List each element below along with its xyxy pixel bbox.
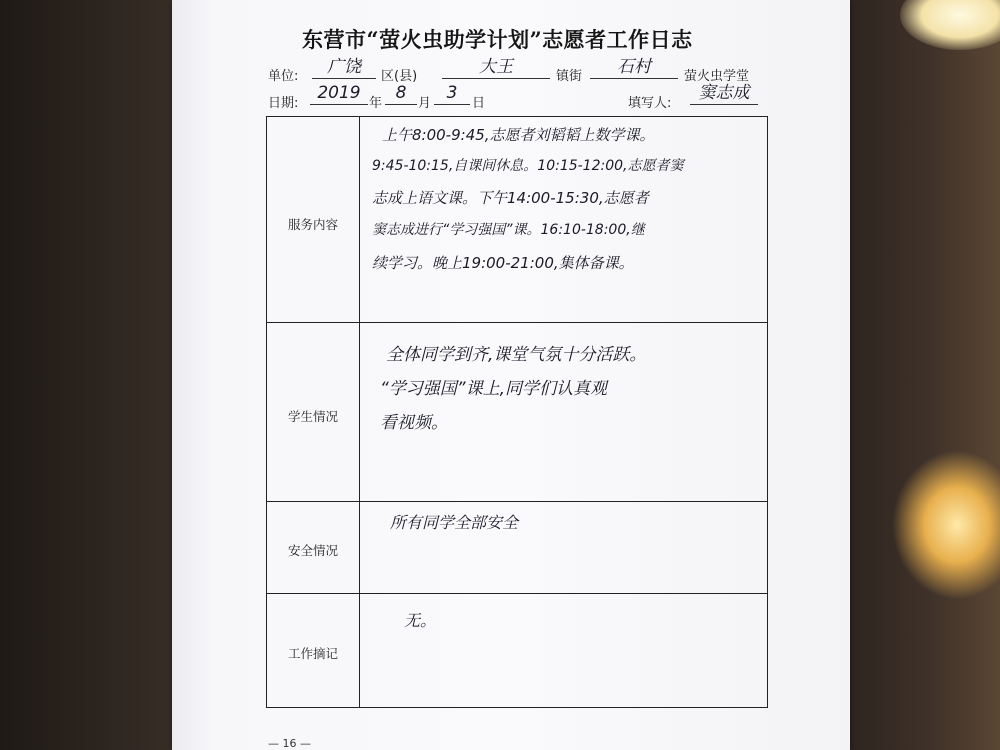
background-left (0, 0, 190, 750)
month-label: 月 (418, 96, 432, 111)
section-label-service: 服务内容 (287, 217, 338, 232)
service-line: 上午8:00-9:45,志愿者刘韬韬上数学课。 (382, 126, 655, 144)
day-value: 3 (434, 84, 470, 105)
town-value: 大王 (442, 58, 550, 79)
light-glow (892, 450, 1000, 600)
table-row-divider (267, 322, 767, 323)
safety-line: 所有同学全部安全 (390, 513, 519, 532)
section-label-notes: 工作摘记 (287, 646, 338, 661)
unit-label: 单位: (268, 69, 299, 84)
year-label: 年 (369, 96, 383, 111)
students-line: 全体同学到齐,课堂气氛十分活跃。 (386, 345, 647, 365)
date-label: 日期: (268, 96, 299, 111)
service-line: 9:45-10:15,自课间休息。10:15-12:00,志愿者窦 (372, 158, 684, 174)
section-label-safety: 安全情况 (287, 543, 338, 558)
table-row-divider (267, 501, 767, 502)
town-label: 镇街 (556, 69, 583, 84)
background-right (840, 0, 1000, 750)
district-value: 广饶 (312, 58, 376, 79)
page-number: — 16 — (268, 737, 311, 750)
service-line: 窦志成进行“学习强国”课。16:10-18:00,继 (372, 222, 645, 238)
students-line: “学习强国”课上,同学们认真观 (380, 379, 608, 399)
page-title: 东营市“萤火虫助学计划”志愿者工作日志 (302, 27, 693, 52)
village-value: 石村 (590, 58, 678, 79)
table-column-divider (359, 117, 360, 707)
day-label: 日 (472, 96, 486, 111)
writer-value: 窦志成 (690, 84, 758, 105)
service-line: 志成上语文课。下午14:00-15:30,志愿者 (372, 189, 649, 207)
writer-label: 填写人: (628, 96, 672, 111)
site-label: 萤火虫学堂 (684, 69, 750, 84)
year-value: 2019 (310, 84, 368, 105)
table-row-divider (267, 593, 767, 594)
month-value: 8 (385, 84, 417, 105)
service-line: 续学习。晚上19:00-21:00,集体备课。 (372, 254, 634, 272)
students-line: 看视频。 (380, 413, 448, 433)
district-label: 区(县) (381, 69, 418, 84)
section-label-students: 学生情况 (287, 409, 338, 424)
light-glow-top (900, 0, 1000, 50)
notes-line: 无。 (404, 611, 437, 630)
